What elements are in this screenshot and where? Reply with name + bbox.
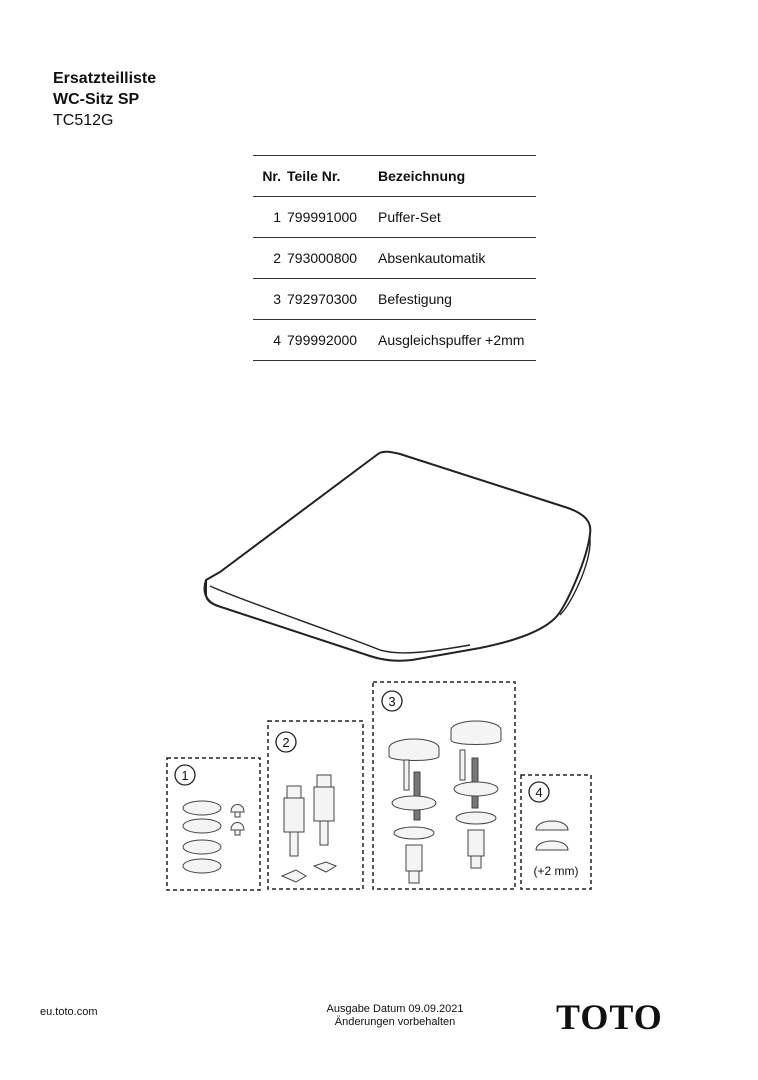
cell-bezeichnung: Ausgleichspuffer +2mm — [378, 320, 536, 361]
table-row — [253, 197, 536, 238]
part-box-2 — [268, 721, 363, 889]
cell-teil: 792970300 — [287, 279, 378, 320]
cell-nr: 4 — [253, 320, 287, 361]
footer-notice: Änderungen vorbehalten — [334, 1016, 456, 1028]
table-row — [253, 238, 536, 279]
cell-bezeichnung: Absenkautomatik — [378, 238, 536, 279]
parts-table — [253, 155, 536, 361]
table-header-row — [253, 156, 536, 197]
cell-bezeichnung: Befestigung — [378, 279, 536, 320]
title-line-1: Ersatzteilliste — [53, 70, 157, 87]
toto-logo: TOTO — [556, 997, 663, 1037]
footer-issue-info — [310, 1003, 480, 1029]
part-box-1 — [167, 758, 260, 890]
footer-issue-date: Ausgabe Datum 09.09.2021 — [326, 1003, 464, 1015]
col-header-nr: Nr. — [253, 156, 287, 197]
cell-teil: 793000800 — [287, 238, 378, 279]
cell-bezeichnung: Puffer-Set — [378, 197, 536, 238]
cell-nr: 1 — [253, 197, 287, 238]
footer-website: eu.toto.com — [40, 1006, 98, 1018]
col-header-bezeichnung: Bezeichnung — [378, 156, 536, 197]
callout-3: 3 — [388, 694, 396, 709]
callout-1: 1 — [181, 768, 189, 783]
table-row — [253, 279, 536, 320]
title-line-3: TC512G — [53, 112, 114, 129]
shim-note: (+2 mm) — [533, 864, 579, 878]
cell-nr: 3 — [253, 279, 287, 320]
parts-illustration — [0, 440, 758, 900]
cell-nr: 2 — [253, 238, 287, 279]
document-title — [53, 68, 156, 131]
toilet-seat-drawing — [205, 452, 591, 661]
part-box-3 — [373, 682, 515, 889]
table-row — [253, 320, 536, 361]
cell-teil: 799992000 — [287, 320, 378, 361]
callout-4: 4 — [535, 785, 543, 800]
callout-2: 2 — [282, 735, 290, 750]
col-header-teil: Teile Nr. — [287, 156, 378, 197]
cell-teil: 799991000 — [287, 197, 378, 238]
title-line-2: WC-Sitz SP — [53, 91, 140, 108]
part-box-4 — [521, 775, 591, 889]
